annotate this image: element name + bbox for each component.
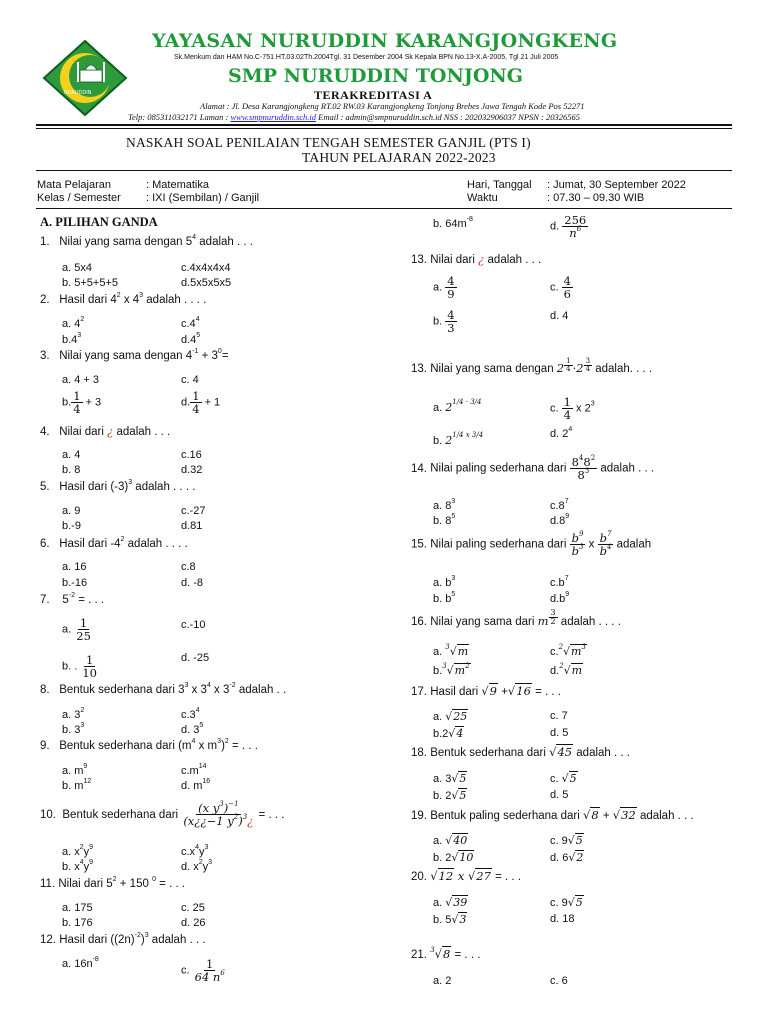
q13a-option-c[interactable]: c. $\frac{4}{6}$ xyxy=(550,274,571,302)
contact-prefix: Telp: 085311032171 Laman : xyxy=(128,112,229,122)
q13b-option-c[interactable]: c. $\frac{1}{4}$ x $2^3$ xyxy=(550,395,595,423)
q9-option-a[interactable]: a. $m^9$ xyxy=(62,763,88,777)
q16-option-a[interactable]: a. $^3$√m xyxy=(433,643,469,658)
q6-option-a[interactable]: a. 16 xyxy=(62,561,87,573)
q9-option-d[interactable]: d. $m^{16}$ xyxy=(181,778,211,792)
date-label: Hari, Tanggal xyxy=(467,179,532,191)
question-7: 7. $5^{-2}$ = . . . xyxy=(40,592,105,606)
q11-option-b[interactable]: b. 176 xyxy=(62,917,93,929)
header-divider-thick xyxy=(36,124,732,126)
q6-option-d[interactable]: d. -8 xyxy=(181,577,204,589)
q5-option-d[interactable]: d.81 xyxy=(181,520,203,532)
question-15: 15. Nilai paling sederhana dari $\frac{b^9}{b^3}$ x $\frac{b^7}{b^4}$ adalah xyxy=(411,530,652,559)
q20-option-b[interactable]: b. 5√3 xyxy=(433,913,467,926)
website-link[interactable]: www.smpnuruddin.sch.id xyxy=(230,112,317,122)
q12-option-b[interactable]: b. $64m^{-8}$ xyxy=(433,216,473,230)
q5-option-a[interactable]: a. 9 xyxy=(62,505,81,517)
q1-option-c[interactable]: c.4x4x4x4 xyxy=(181,262,231,274)
q3-option-a[interactable]: a. 4 + 3 xyxy=(62,374,100,386)
q15-option-a[interactable]: a. $b^3$ xyxy=(433,575,456,589)
question-16: 16. Nilai yang sama dari m $\frac{3}{2}$ adalah . . . . xyxy=(411,608,621,628)
q21-option-c[interactable]: c. 6 xyxy=(550,975,568,987)
info-divider xyxy=(36,208,732,209)
q12-option-a[interactable]: a. $16n^{-8}$ xyxy=(62,956,99,970)
q7-option-b[interactable]: b. . $\frac{1}{10}$ xyxy=(62,653,97,681)
q13b-option-b[interactable]: b. $2^{1/4 x 3/4}$ xyxy=(433,431,484,447)
q8-option-a[interactable]: a. $3^2$ xyxy=(62,707,85,721)
q17-option-a[interactable]: a. √25 xyxy=(433,710,468,723)
question-5: 5. Hasil dari $(-3)^3$ adalah . . . . xyxy=(40,479,196,493)
section-title: A. PILIHAN GANDA xyxy=(40,215,158,229)
address-line: Alamat : Jl. Desa Karangjongkeng RT.02 RW.03 Karangjongkeng Tonjong Brebes Jawa Tengah Kode Pos 52271 xyxy=(200,101,585,111)
question-8: 8. Bentuk sederhana dari $3^3$ x $3^4$ x $3^{-2}$ adalah . . xyxy=(40,682,287,696)
time-value: : 07.30 – 09.30 WIB xyxy=(547,192,645,204)
q3-option-b[interactable]: b. $\frac{1}{4}$ + 3 xyxy=(62,389,102,417)
q17-option-d[interactable]: d. 5 xyxy=(550,727,569,739)
accreditation: TERAKREDITASI A xyxy=(314,88,433,102)
subject-value: : Matematika xyxy=(146,179,209,191)
date-value: : Jumat, 30 September 2022 xyxy=(547,179,686,191)
q5-option-c[interactable]: c.-27 xyxy=(181,505,206,517)
q20-option-c[interactable]: c. 9√5 xyxy=(550,896,583,909)
q19-option-c[interactable]: c. 9√5 xyxy=(550,834,583,847)
q13a-option-a[interactable]: a. $\frac{4}{9}$ xyxy=(433,274,455,302)
q18-option-d[interactable]: d. 5 xyxy=(550,789,569,801)
question-6: 6. Hasil dari $-4^2$ adalah . . . . xyxy=(40,536,188,550)
q13b-option-a[interactable]: a. $2^{1/4 \cdot 3/4}$ xyxy=(433,398,482,414)
q20-option-a[interactable]: a. √39 xyxy=(433,896,468,909)
q18-option-c[interactable]: c. √5 xyxy=(550,772,577,785)
q21-option-a[interactable]: a. 2 xyxy=(433,975,452,987)
question-1: 1. Nilai yang sama dengan $5^4$ adalah . . . xyxy=(40,234,253,248)
q4-option-a[interactable]: a. 4 xyxy=(62,449,81,461)
q10-option-c[interactable]: $c.x^4y^3$ xyxy=(181,844,209,858)
q8-option-b[interactable]: b. $3^3$ xyxy=(62,722,85,736)
question-3: 3. Nilai yang sama dengan $4^{-1} + 3^0=$ xyxy=(40,348,229,362)
q1-option-a[interactable]: a. 5x4 xyxy=(62,262,92,274)
foundation-name: YAYASAN NURUDDIN KARANGJONGKENG xyxy=(152,30,618,52)
q2-option-c[interactable]: $c.4^4$ xyxy=(181,316,200,330)
q15-option-d[interactable]: $d.b^9$ xyxy=(550,591,570,605)
q13b-option-d[interactable]: d. $2^4$ xyxy=(550,426,573,440)
class-label: Kelas / Semester xyxy=(37,192,121,204)
question-10: 10. Bentuk sederhana dari $\frac{(x y^3)^{-1}}{(x¿¿-1 y^2)^3¿}$ = . . . xyxy=(40,800,285,829)
q14-option-d[interactable]: $d.8^9$ xyxy=(550,513,570,527)
question-13a: 13. Nilai dari ¿ adalah . . . xyxy=(411,252,542,266)
question-17: 17. Hasil dari √9 +√16 = . . . xyxy=(411,684,561,698)
q19-option-b[interactable]: b. 2√10 xyxy=(433,851,474,864)
question-4: 4. Nilai dari ¿ adalah . . . xyxy=(40,424,171,438)
q4-option-b[interactable]: b. 8 xyxy=(62,464,81,476)
q7-option-a[interactable]: a. $\frac{1}{25}$ xyxy=(62,616,91,644)
q1-option-d[interactable]: d.5x5x5x5 xyxy=(181,277,232,289)
q11-option-c[interactable]: c. 25 xyxy=(181,902,205,914)
q10-option-d[interactable]: d. $x^2y^3$ xyxy=(181,859,213,873)
question-20: 20. √12 x √27 = . . . xyxy=(411,869,522,883)
time-label: Waktu xyxy=(467,192,498,204)
q13a-option-d[interactable]: d. 4 xyxy=(550,310,569,322)
q14-option-a[interactable]: a. $8^3$ xyxy=(433,498,456,512)
q16-option-d[interactable]: d.$^2$√m xyxy=(550,662,583,677)
q15-option-b[interactable]: b. $b^5$ xyxy=(433,591,456,605)
title-divider xyxy=(36,170,732,171)
q9-option-c[interactable]: $c.m^{14}$ xyxy=(181,763,207,777)
question-2: 2. Hasil dari $4^2$ x $4^3$ adalah . . . . xyxy=(40,292,207,306)
header-divider-thin xyxy=(36,128,732,129)
q2-option-a[interactable]: a. $4^2$ xyxy=(62,316,85,330)
q13a-option-b[interactable]: b. $\frac{4}{3}$ xyxy=(433,308,455,336)
q3-option-c[interactable]: c. 4 xyxy=(181,374,199,386)
school-name: SMP NURUDDIN TONJONG xyxy=(228,65,523,87)
q19-option-a[interactable]: a. √40 xyxy=(433,834,468,847)
contact-suffix: Email : admin@smpnuruddin.sch.id NSS : 202032906037 NPSN : 20326565 xyxy=(318,112,581,122)
question-12: 12. Hasil dari $((2n)^{-2})^3$ adalah . . . xyxy=(40,932,206,946)
question-9: 9. Bentuk sederhana dari ($m^4$ x $m^3)^2$ = . . . xyxy=(40,738,258,752)
q14-option-c[interactable]: $c.8^7$ xyxy=(550,498,569,512)
q8-option-c[interactable]: $c.3^4$ xyxy=(181,707,200,721)
q18-option-a[interactable]: a. 3√5 xyxy=(433,772,467,785)
q17-option-b[interactable]: b.2√4 xyxy=(433,727,464,740)
question-14: 14. Nilai paling sederhana dari $\frac{8^48^2}{8^3}$ adalah . . . xyxy=(411,454,655,483)
decree-line: Sk.Menkum dan HAM No.C-751 HT.03.02Th.2004Tgl. 31 Desember 2004 Sk Kepala BPN No.13-X.A-2005, Tgl 21 Juli 2005 xyxy=(174,54,559,61)
exam-year: TAHUN PELAJARAN 2022-2023 xyxy=(302,150,496,165)
contact-line xyxy=(128,112,580,122)
question-18: 18. Bentuk sederhana dari √45 adalah . . . xyxy=(411,745,630,759)
question-13b: 13. Nilai yang sama dengan 2 $\frac{1}{4}$ ·2 $\frac{3}{4}$ adalah. . . . xyxy=(411,357,653,375)
q6-option-c[interactable]: c.8 xyxy=(181,561,196,573)
q6-option-b[interactable]: b.-16 xyxy=(62,577,88,589)
q11-option-d[interactable]: d. 26 xyxy=(181,917,206,929)
q16-option-c[interactable]: $c.^2√m^3$ xyxy=(550,643,586,658)
q1-option-b[interactable]: b. 5+5+5+5 xyxy=(62,277,118,289)
class-value: : IXI (Sembilan) / Ganjil xyxy=(146,192,260,204)
question-11: 11. Nilai dari $5^2 + 150$ $^0$ = . . . xyxy=(40,876,186,890)
q18-option-b[interactable]: b. 2√5 xyxy=(433,789,467,802)
q12-option-c[interactable]: c. $\frac{1}{64 n^6}$ xyxy=(181,957,225,985)
q12-option-d[interactable]: d. $\frac{256}{n^6}$ xyxy=(550,213,587,241)
q14-option-b[interactable]: b. $8^5$ xyxy=(433,513,456,527)
question-19: 19. Bentuk paling sederhana dari √8 + √32 adalah . . . xyxy=(411,808,694,822)
q15-option-c[interactable]: $c.b^7$ xyxy=(550,575,569,589)
q19-option-d[interactable]: d. 6√2 xyxy=(550,851,584,864)
q7-option-d[interactable]: d. -25 xyxy=(181,652,210,664)
q2-option-d[interactable]: $d.4^5$ xyxy=(181,332,201,346)
q16-option-b[interactable]: $b.^3√m^2$ xyxy=(433,662,470,677)
q9-option-b[interactable]: b. $m^{12}$ xyxy=(62,778,92,792)
logo-caption: NURUDDIN xyxy=(64,90,92,96)
q3-option-d[interactable]: d. $\frac{1}{4}$ + 1 xyxy=(181,389,221,417)
q8-option-d[interactable]: d. $3^5$ xyxy=(181,722,204,736)
q10-option-a[interactable]: a. $x^2y^9$ xyxy=(62,844,94,858)
q10-option-b[interactable]: b. $x^4y^9$ xyxy=(62,859,94,873)
school-logo xyxy=(42,40,128,116)
exam-title: NASKAH SOAL PENILAIAN TENGAH SEMESTER GANJIL (PTS I) xyxy=(126,135,531,150)
q4-option-c[interactable]: c.16 xyxy=(181,449,202,461)
q20-option-d[interactable]: d. 18 xyxy=(550,913,575,925)
question-21: 21. $^3$√8 = . . . xyxy=(411,946,481,961)
q7-option-c[interactable]: c.-10 xyxy=(181,619,206,631)
q11-option-a[interactable]: a. 175 xyxy=(62,902,93,914)
q2-option-b[interactable]: $b.4^3$ xyxy=(62,332,82,346)
q5-option-b[interactable]: b.-9 xyxy=(62,520,81,532)
q17-option-c[interactable]: c. 7 xyxy=(550,710,568,722)
subject-label: Mata Pelajaran xyxy=(37,179,111,191)
q4-option-d[interactable]: d.32 xyxy=(181,464,203,476)
